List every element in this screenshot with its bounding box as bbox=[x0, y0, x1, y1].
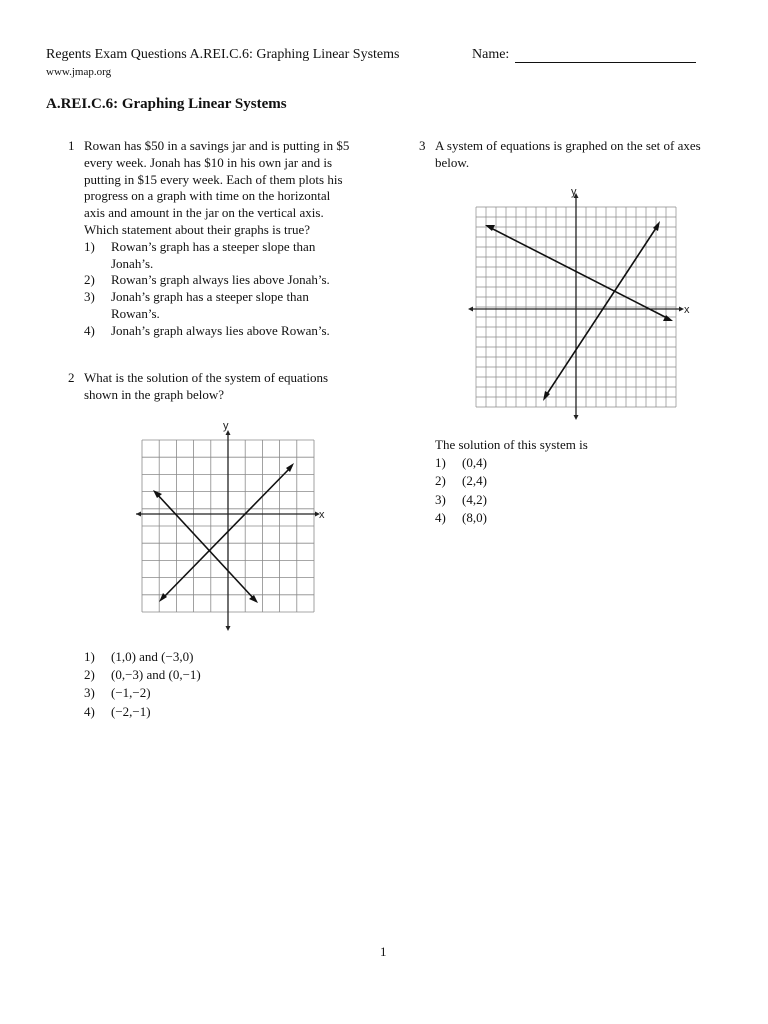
choice-number: 4) bbox=[84, 322, 95, 338]
choice-text: Jonah’s graph always lies above Rowan’s. bbox=[111, 322, 330, 338]
choice-number: 3) bbox=[84, 289, 95, 305]
header-title: Regents Exam Questions A.REI.C.6: Graphing Linear Systems bbox=[46, 47, 400, 62]
graph-lines bbox=[153, 463, 294, 603]
choice-number: 4) bbox=[84, 703, 95, 719]
choice-text: Rowan’s graph always lies above Jonah’s. bbox=[111, 272, 330, 288]
answer-choice-2 bbox=[435, 472, 588, 490]
choice-text-continued: Rowan’s. bbox=[111, 305, 160, 321]
question-text-line: What is the solution of the system of equations bbox=[84, 370, 329, 385]
graph-lines bbox=[485, 221, 673, 401]
answer-choice-4 bbox=[84, 323, 364, 340]
answer-choice-3 bbox=[84, 684, 201, 702]
choice-number: 2) bbox=[435, 473, 446, 489]
choice-text: (2,4) bbox=[462, 473, 487, 489]
answer-choice-2 bbox=[84, 272, 364, 289]
section-title: A.REI.C.6: Graphing Linear Systems bbox=[46, 96, 287, 112]
y-axis-label: y bbox=[571, 186, 577, 198]
choice-text: (4,2) bbox=[462, 491, 487, 507]
choice-text: Rowan’s graph has a steeper slope than bbox=[111, 238, 316, 254]
question-number: 3 bbox=[419, 138, 426, 153]
question-text-line: every week. Jonah has $10 in his own jar and is bbox=[84, 154, 333, 170]
question-3-answer-area bbox=[435, 436, 588, 527]
question-text-line: shown in the graph below? bbox=[84, 386, 225, 402]
choice-number: 3) bbox=[435, 491, 446, 507]
answer-choice-1 bbox=[84, 239, 364, 273]
choice-number: 1) bbox=[84, 649, 95, 664]
question-text-line: Rowan has $50 in a savings jar and is putting in $5 bbox=[84, 138, 350, 153]
question-3 bbox=[419, 138, 735, 172]
choice-number: 1) bbox=[84, 238, 95, 254]
choice-text: (1,0) and (−3,0) bbox=[111, 649, 194, 664]
choice-text: (0,−3) and (0,−1) bbox=[111, 667, 201, 683]
question-2-graph bbox=[128, 418, 328, 636]
answer-choice-2 bbox=[84, 666, 201, 684]
answer-choice-3 bbox=[435, 491, 588, 509]
question-3-prompt: The solution of this system is bbox=[435, 437, 588, 452]
question-text-line: Which statement about their graphs is true? bbox=[84, 221, 310, 237]
answer-choice-1 bbox=[84, 648, 201, 666]
question-1 bbox=[68, 138, 364, 340]
choice-number: 2) bbox=[84, 272, 95, 288]
choice-number: 3) bbox=[84, 685, 95, 701]
choice-number: 1) bbox=[435, 455, 446, 471]
answer-choice-3 bbox=[84, 289, 364, 323]
answer-choices bbox=[84, 239, 364, 340]
x-axis-label: x bbox=[319, 509, 325, 521]
question-3-graph bbox=[466, 183, 696, 423]
choice-text: (8,0) bbox=[462, 509, 487, 525]
choice-text: Jonah’s graph has a steeper slope than bbox=[111, 289, 309, 305]
choice-text: (−1,−2) bbox=[111, 685, 151, 701]
y-axis-label: y bbox=[223, 420, 229, 432]
answer-choice-4 bbox=[435, 509, 588, 527]
choice-number: 4) bbox=[435, 509, 446, 525]
answer-choice-4 bbox=[84, 703, 201, 721]
choice-text-continued: Jonah’s. bbox=[111, 255, 154, 271]
question-text-line: axis and amount in the jar on the vertical axis. bbox=[84, 205, 324, 221]
site-url: www.jmap.org bbox=[46, 66, 112, 78]
name-blank-line bbox=[515, 62, 696, 63]
question-text-line: A system of equations is graphed on the set of axes bbox=[435, 138, 701, 153]
question-number: 2 bbox=[68, 370, 75, 385]
page-number: 1 bbox=[380, 944, 387, 959]
answer-choice-1 bbox=[435, 454, 588, 472]
question-2-answer-choices bbox=[84, 648, 201, 721]
x-axis-label: x bbox=[684, 304, 690, 316]
choice-text: (0,4) bbox=[462, 455, 487, 471]
question-number: 1 bbox=[68, 138, 75, 153]
question-text-line: putting in $15 every week. Each of them plots his bbox=[84, 171, 343, 187]
question-text-line: progress on a graph with time on the horizontal bbox=[84, 188, 331, 204]
question-2 bbox=[68, 370, 364, 404]
name-label: Name: bbox=[472, 47, 510, 62]
choice-text: (−2,−1) bbox=[111, 703, 151, 719]
question-text-line: below. bbox=[435, 154, 470, 170]
choice-number: 2) bbox=[84, 667, 95, 683]
